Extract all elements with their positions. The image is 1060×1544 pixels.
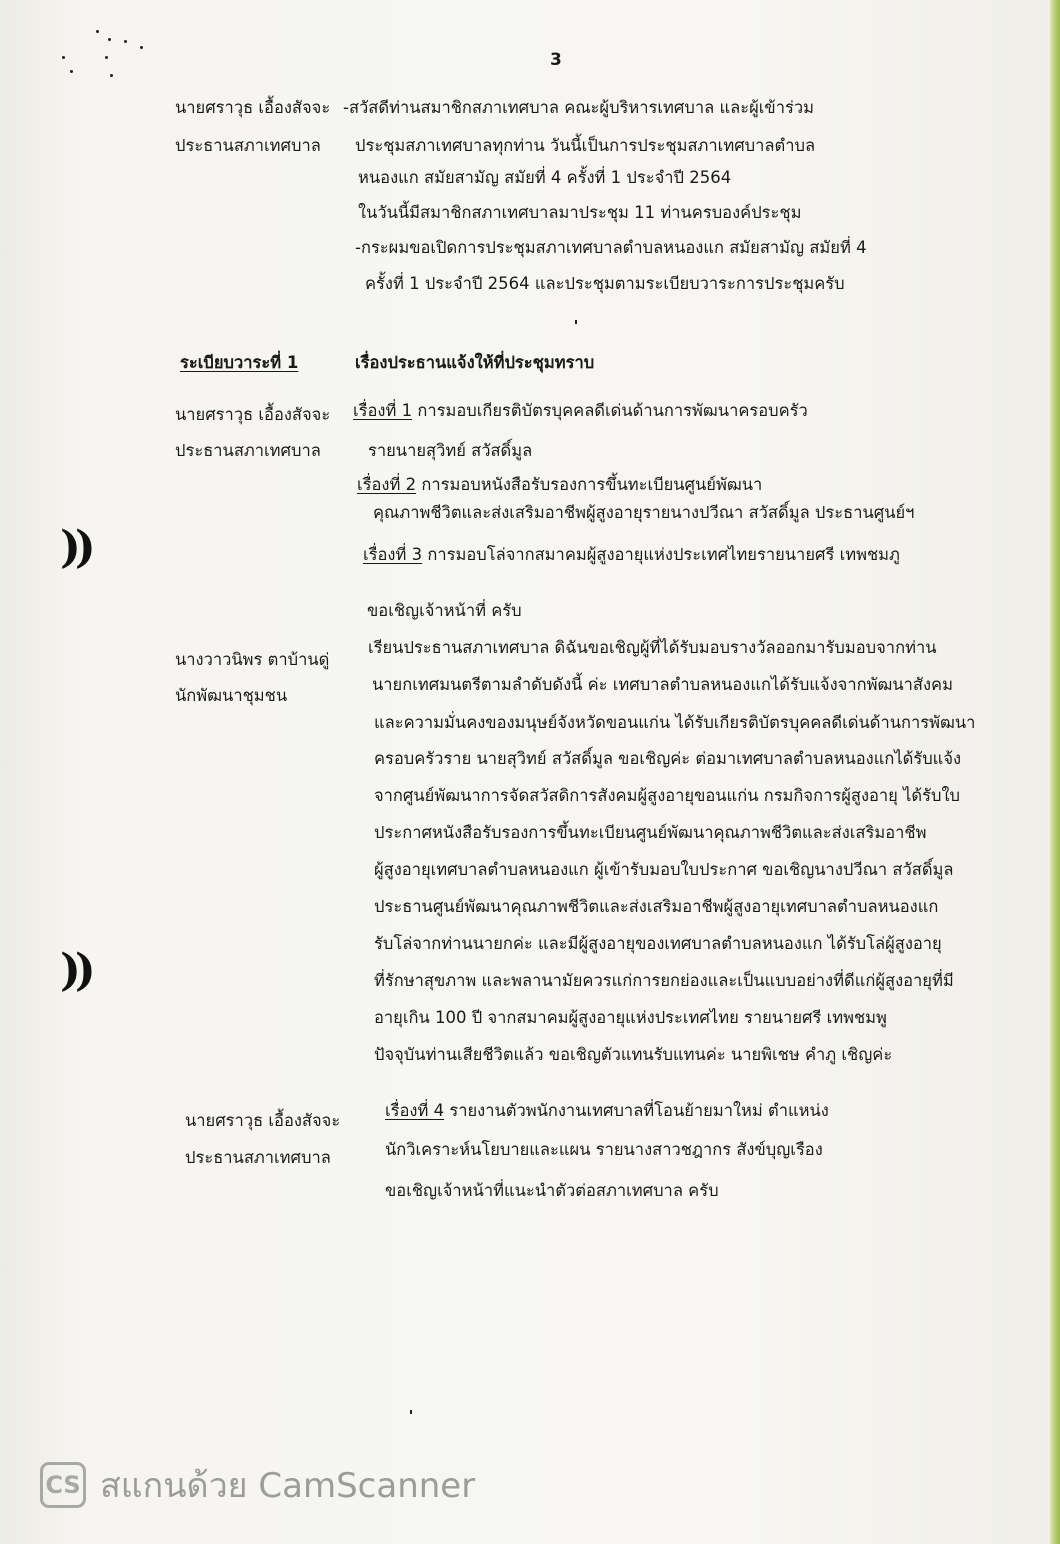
body-line: เรียนประธานสภาเทศบาล ดิฉันขอเชิญผู้ที่ได้รับมอบรางวัลออกมารับมอบจากท่าน (368, 638, 937, 657)
item-text: รายงานตัวพนักงานเทศบาลที่โอนย้ายมาใหม่ ตำแหน่ง (444, 1101, 829, 1120)
scan-speck (410, 1410, 412, 1414)
body-line: นักวิเคราะห์นโยบายและแผน รายนางสาวชฎากร สังข์บุญเรือง (385, 1140, 823, 1159)
item-text: การมอบเกียรติบัตรบุคคลดีเด่นด้านการพัฒนาครอบครัว (412, 401, 808, 420)
body-line: ประธานศูนย์พัฒนาคุณภาพชีวิตและส่งเสริมอาชีพผู้สูงอายุเทศบาลตำบลหนองแก (374, 897, 939, 916)
body-line: ผู้สูงอายุเทศบาลตำบลหนองแก ผู้เข้ารับมอบใบประกาศ ขอเชิญนางปวีณา สวัสดิ์มูล (374, 860, 954, 879)
body-line: ในวันนี้มีสมาชิกสภาเทศบาลมาประชุม 11 ท่านครบองค์ประชุม (358, 203, 802, 222)
speaker-name: นายศราวุธ เอื้องสัจจะ (175, 405, 331, 424)
body-line: ปัจจุบันท่านเสียชีวิตแล้ว ขอเชิญตัวแทนรับแทนค่ะ นายพิเชษ คำภู เชิญค่ะ (374, 1045, 893, 1064)
speaker-role: ประธานสภาเทศบาล (175, 441, 321, 460)
body-line: หนองแก สมัยสามัญ สมัยที่ 4 ครั้งที่ 1 ประจำปี 2564 (358, 168, 732, 187)
agenda-item-line (357, 472, 762, 498)
scan-speck (108, 38, 111, 41)
page-number: 3 (550, 50, 562, 70)
scan-speck (140, 46, 143, 49)
body-line: ที่รักษาสุขภาพ และพลานามัยควรแก่การยกย่องและเป็นแบบอย่างที่ดีแก่ผู้สูงอายุที่มี (374, 971, 954, 990)
speaker-name: นางวาวนิพร ตาบ้านดู่ (175, 650, 330, 669)
item-text: การมอบหนังสือรับรองการขึ้นทะเบียนศูนย์พัฒนา (416, 475, 763, 494)
body-line: ขอเชิญเจ้าหน้าที่แนะนำตัวต่อสภาเทศบาล ครับ (385, 1181, 719, 1200)
item-label: เรื่องที่ 1 (353, 401, 413, 420)
item-label: เรื่องที่ 3 (363, 545, 423, 564)
speaker-role: นักพัฒนาชุมชน (175, 686, 288, 705)
agenda-title: เรื่องประธานแจ้งให้ที่ประชุมทราบ (355, 353, 595, 372)
body-line: -สวัสดีท่านสมาชิกสภาเทศบาล คณะผู้บริหารเทศบาล และผู้เข้าร่วม (343, 98, 814, 117)
scan-speck (124, 40, 127, 43)
speaker-name: นายศราวุธ เอื้องสัจจะ (175, 98, 331, 117)
scan-speck (105, 56, 108, 59)
body-line: -กระผมขอเปิดการประชุมสภาเทศบาลตำบลหนองแก สมัยสามัญ สมัยที่ 4 (355, 238, 867, 257)
body-line: ประกาศหนังสือรับรองการขึ้นทะเบียนศูนย์พัฒนาคุณภาพชีวิตและส่งเสริมอาชีพ (374, 823, 927, 842)
punch-hole-mark: )) (60, 945, 90, 996)
body-line: นายกเทศมนตรีตามลำดับดังนี้ ค่ะ เทศบาลตำบลหนองแกได้รับแจ้งจากพัฒนาสังคม (372, 675, 953, 694)
scan-speck (62, 56, 65, 59)
body-line: รับโล่จากท่านนายกค่ะ และมีผู้สูงอายุของเทศบาลตำบลหนองแก ได้รับโล่ผู้สูงอายุ (374, 934, 942, 953)
agenda-item-line (385, 1098, 829, 1124)
body-line: จากศูนย์พัฒนาการจัดสวัสดิการสังคมผู้สูงอายุขอนแก่น กรมกิจการผู้สูงอายุ ได้รับใบ (374, 786, 960, 805)
agenda-label: ระเบียบวาระที่ 1 (180, 353, 299, 372)
scan-speck (575, 320, 577, 324)
body-line: รายนายสุวิทย์ สวัสดิ์มูล (368, 441, 533, 460)
agenda-item-line (363, 542, 900, 568)
scan-speck (110, 74, 113, 77)
body-line: ครั้งที่ 1 ประจำปี 2564 และประชุมตามระเบียบวาระการประชุมครับ (365, 274, 845, 293)
item-label: เรื่องที่ 2 (357, 475, 417, 494)
body-line: และความมั่นคงของมนุษย์จังหวัดขอนแก่น ได้รับเกียรติบัตรบุคคลดีเด่นด้านการพัฒนา (374, 713, 976, 732)
scan-speck (70, 70, 73, 73)
camscanner-logo-icon: CS (40, 1462, 86, 1508)
page-edge (1050, 0, 1060, 1544)
watermark-text: สแกนด้วย CamScanner (100, 1466, 476, 1506)
body-line: ขอเชิญเจ้าหน้าที่ ครับ (367, 601, 522, 620)
body-line: คุณภาพชีวิตและส่งเสริมอาชีพผู้สูงอายุรายนางปวีณา สวัสดิ์มูล ประธานศูนย์ฯ (373, 503, 915, 522)
body-line: ประชุมสภาเทศบาลทุกท่าน วันนี้เป็นการประชุมสภาเทศบาลตำบล (355, 136, 816, 155)
punch-hole-mark: )) (60, 522, 90, 573)
speaker-name: นายศราวุธ เอื้องสัจจะ (185, 1111, 341, 1130)
body-line: อายุเกิน 100 ปี จากสมาคมผู้สูงอายุแห่งประเทศไทย รายนายศรี เทพชมพู (374, 1008, 887, 1027)
body-line: ครอบครัวราย นายสุวิทย์ สวัสดิ์มูล ขอเชิญค่ะ ต่อมาเทศบาลตำบลหนองแกได้รับแจ้ง (374, 749, 962, 768)
item-label: เรื่องที่ 4 (385, 1101, 445, 1120)
scan-speck (96, 30, 99, 33)
speaker-role: ประธานสภาเทศบาล (185, 1148, 331, 1167)
item-text: การมอบโล่จากสมาคมผู้สูงอายุแห่งประเทศไทยรายนายศรี เทพชมภู (422, 545, 900, 564)
camscanner-watermark (40, 1458, 475, 1512)
speaker-role: ประธานสภาเทศบาล (175, 136, 321, 155)
agenda-item-line (353, 398, 808, 424)
